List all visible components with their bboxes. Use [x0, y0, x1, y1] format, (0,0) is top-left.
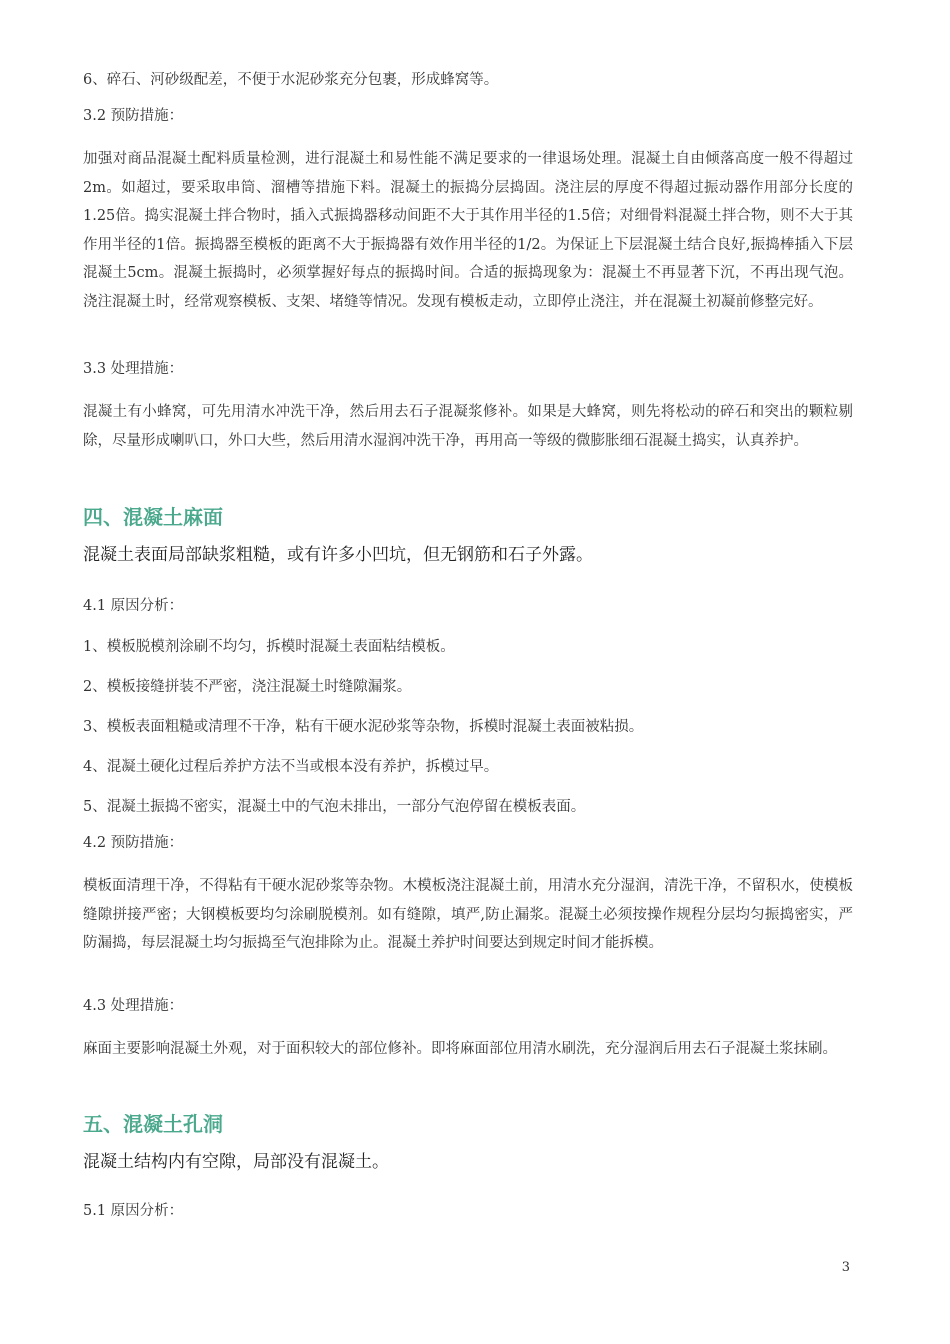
- paragraph-treatment-4-3: 麻面主要影响混凝土外观，对于面积较大的部位修补。即将麻面部位用清水刷洗，充分湿润后用去石子混凝土浆抹刷。: [83, 1041, 837, 1057]
- list-item: 2、模板接缝拼装不严密，浇注混凝土时缝隙漏浆。: [83, 679, 412, 695]
- section-heading-4: 四、混凝土麻面: [83, 505, 223, 529]
- page-number: 3: [841, 1260, 850, 1275]
- paragraph-prevention-4-2: 模板面清理干净，不得粘有干硬水泥砂浆等杂物。木模板浇注混凝土前，用清水充分湿润，清洗干净，不留积水，使模板缝隙拼接严密；大钢模板要均匀涂刷脱模剂。如有缝隙，填严,防止漏浆。混凝土必须按操作规程分层均匀振捣密实，严防漏捣，每层混凝土均匀振捣至气泡排除为止。混凝土养护时间要达到规定时间才能拆模。: [83, 878, 853, 951]
- list-item: 6、碎石、河砂级配差，不便于水泥砂浆充分包裹，形成蜂窝等。: [83, 72, 499, 88]
- list-item: 3、模板表面粗糙或清理不干净，粘有干硬水泥砂浆等杂物，拆模时混凝土表面被粘损。: [83, 719, 644, 735]
- list-item: 5、混凝土振捣不密实，混凝土中的气泡未排出，一部分气泡停留在模板表面。: [83, 799, 586, 815]
- section-heading-5: 五、混凝土孔洞: [83, 1112, 223, 1136]
- section-lead-5: 混凝土结构内有空隙，局部没有混凝土。: [83, 1152, 389, 1172]
- paragraph-treatment-3-3: 混凝土有小蜂窝，可先用清水冲洗干净，然后用去石子混凝浆修补。如果是大蜂窝，则先将松动的碎石和突出的颗粒剔除，尽量形成喇叭口，外口大些，然后用清水湿润冲洗干净，再用高一等级的微膨胀细石混凝土捣实，认真养护。: [83, 404, 853, 449]
- subsection-heading-3-2: 3.2 预防措施：: [83, 108, 184, 124]
- subsection-heading-4-1: 4.1 原因分析：: [83, 598, 184, 614]
- subsection-heading-3-3: 3.3 处理措施：: [83, 361, 184, 377]
- list-item: 4、混凝土硬化过程后养护方法不当或根本没有养护，拆模过早。: [83, 759, 499, 775]
- subsection-heading-4-3: 4.3 处理措施：: [83, 998, 184, 1014]
- list-item: 1、模板脱模剂涂刷不均匀，拆模时混凝土表面粘结模板。: [83, 639, 455, 655]
- subsection-heading-5-1: 5.1 原因分析：: [83, 1203, 184, 1219]
- subsection-heading-4-2: 4.2 预防措施：: [83, 835, 184, 851]
- paragraph-prevention-3-2: 加强对商品混凝土配料质量检测，进行混凝土和易性能不满足要求的一律退场处理。混凝土自由倾落高度一般不得超过2m。如超过，要采取串筒、溜槽等措施下料。混凝土的振捣分层捣固。浇注层的厚度不得超过振动器作用部分长度的1.25倍。捣实混凝土拌合物时，插入式振捣器移动间距不大于其作用半径的1.5倍；对细骨料混凝土拌合物，则不大于其作用半径的1倍。振捣器至模板的距离不大于振捣器有效作用半径的1/2。为保证上下层混凝土结合良好,振捣棒插入下层混凝土5cm。混凝土振捣时，必须掌握好每点的振捣时间。合适的振捣现象为：混凝土不再显著下沉，不再出现气泡。浇注混凝土时，经常观察模板、支架、堵缝等情况。发现有模板走动，立即停止浇注，并在混凝土初凝前修整完好。: [83, 151, 853, 310]
- section-lead-4: 混凝土表面局部缺浆粗糙，或有许多小凹坑，但无钢筋和石子外露。: [83, 545, 593, 565]
